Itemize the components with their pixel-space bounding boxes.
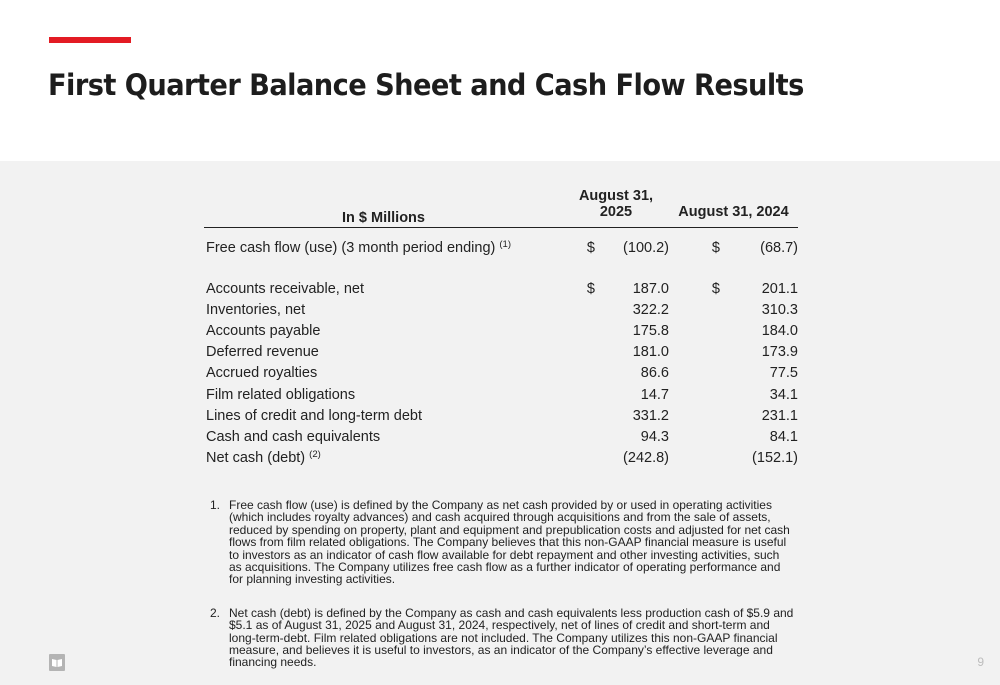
row-label: Inventories, net [206, 301, 306, 318]
row-label: Accounts payable [206, 322, 321, 339]
footnote-text: Net cash (debt) is defined by the Company as cash and cash equivalents less production cash of $5.9 and $5.1 as of August 31, 2025 and August 31, 2024, respectively, net of lines of credit and short-term and long-term-debt. Film related obligations are not included. The Company utilizes this non-GAAP financial measure, and believes it is useful to investors, as an indicator of the Company’s effective leverage and financing needs. [229, 605, 794, 670]
currency-symbol: $ [711, 280, 720, 297]
value-2025: (242.8) [623, 450, 669, 467]
value-2024: 84.1 [769, 428, 798, 445]
footnote-item [210, 607, 795, 669]
value-2024: 184.0 [761, 322, 798, 339]
header-label: In $ Millions [342, 210, 425, 226]
table-row [204, 279, 798, 300]
page-title: First Quarter Balance Sheet and Cash Flow Results [48, 68, 804, 102]
currency-symbol [669, 406, 720, 427]
value-2025: 94.3 [640, 428, 669, 445]
table-row [204, 448, 798, 469]
value-2024: 34.1 [769, 386, 798, 403]
value-2024: 77.5 [769, 365, 798, 382]
value-2025: 187.0 [632, 280, 669, 297]
value-2024: 310.3 [761, 301, 798, 318]
row-spacer [204, 264, 798, 279]
row-label: Free cash flow (use) (3 month period ending) $^{(1)}$ [206, 239, 511, 257]
row-label: Deferred revenue [206, 344, 319, 361]
table-row [204, 321, 798, 342]
currency-symbol [563, 342, 595, 363]
value-2025: 14.7 [640, 386, 669, 403]
currency-symbol [669, 342, 720, 363]
row-label: Film related obligations [206, 386, 356, 403]
book-icon [49, 654, 65, 671]
value-2025: 322.2 [632, 301, 669, 318]
currency-symbol [563, 427, 595, 448]
value-2024: 201.1 [761, 280, 798, 297]
value-2024: 173.9 [761, 344, 798, 361]
table-row [204, 300, 798, 321]
currency-symbol: $ [586, 280, 595, 297]
table-header-row [204, 188, 798, 228]
value-2025: 86.6 [640, 365, 669, 382]
value-2024: 231.1 [761, 407, 798, 424]
value-2025: 175.8 [632, 322, 669, 339]
page-number: 9 [977, 655, 984, 669]
currency-symbol: $ [586, 240, 595, 257]
currency-symbol: $ [711, 240, 720, 257]
currency-symbol [669, 448, 720, 469]
row-label: Accrued royalties [206, 365, 318, 382]
table-row [204, 363, 798, 384]
currency-symbol [669, 427, 720, 448]
footnote-ref: (1) [499, 239, 511, 251]
currency-symbol [563, 363, 595, 384]
table-row [204, 384, 798, 405]
table-row [204, 427, 798, 448]
row-label: Accounts receivable, net [206, 280, 364, 297]
currency-symbol [669, 363, 720, 384]
column-header-2024: August 31, 2024 [678, 204, 789, 220]
row-label: Net cash (debt) $^{(2)}$ [206, 449, 321, 467]
row-label: Cash and cash equivalents [206, 428, 381, 445]
row-label: Lines of credit and long-term debt [206, 407, 423, 424]
title-accent-bar [49, 37, 131, 43]
currency-symbol [563, 406, 595, 427]
footnote-text: Free cash flow (use) is defined by the Company as net cash provided by or used in operating activities (which includes royalty advances) and cash acquired through acquisitions and from the sale of assets, reduced by spending on property, plant and equipment and prepublication costs and adjusted for net cash flows from film related obligations. The Company believes that this non-GAAP financial measure is useful to investors as an indicator of cash flow available for debt repayment and other investing activities, such as acquisitions. The Company utilizes free cash flow as a further indicator of operating performance and for planning investing activities. [229, 498, 790, 587]
value-2025: (100.2) [623, 240, 669, 257]
currency-symbol [563, 321, 595, 342]
currency-symbol [563, 448, 595, 469]
footnotes-list [210, 499, 795, 685]
value-2025: 331.2 [632, 407, 669, 424]
currency-symbol [669, 321, 720, 342]
column-header-2025: August 31, 2025 [578, 188, 654, 220]
currency-symbol [563, 300, 595, 321]
footnote-number: 2. [210, 605, 221, 620]
footnote-number: 1. [210, 498, 221, 512]
currency-symbol [669, 384, 720, 405]
table-row [204, 228, 798, 264]
value-2025: 181.0 [632, 344, 669, 361]
value-2024: (68.7) [760, 240, 798, 257]
table-body [204, 228, 798, 470]
table-row [204, 342, 798, 363]
footnote-item [210, 499, 795, 586]
table-row [204, 406, 798, 427]
value-2024: (152.1) [752, 450, 798, 467]
footnote-ref: (2) [309, 449, 321, 461]
currency-symbol [669, 300, 720, 321]
currency-symbol [563, 384, 595, 405]
balance-sheet-table [204, 188, 798, 469]
